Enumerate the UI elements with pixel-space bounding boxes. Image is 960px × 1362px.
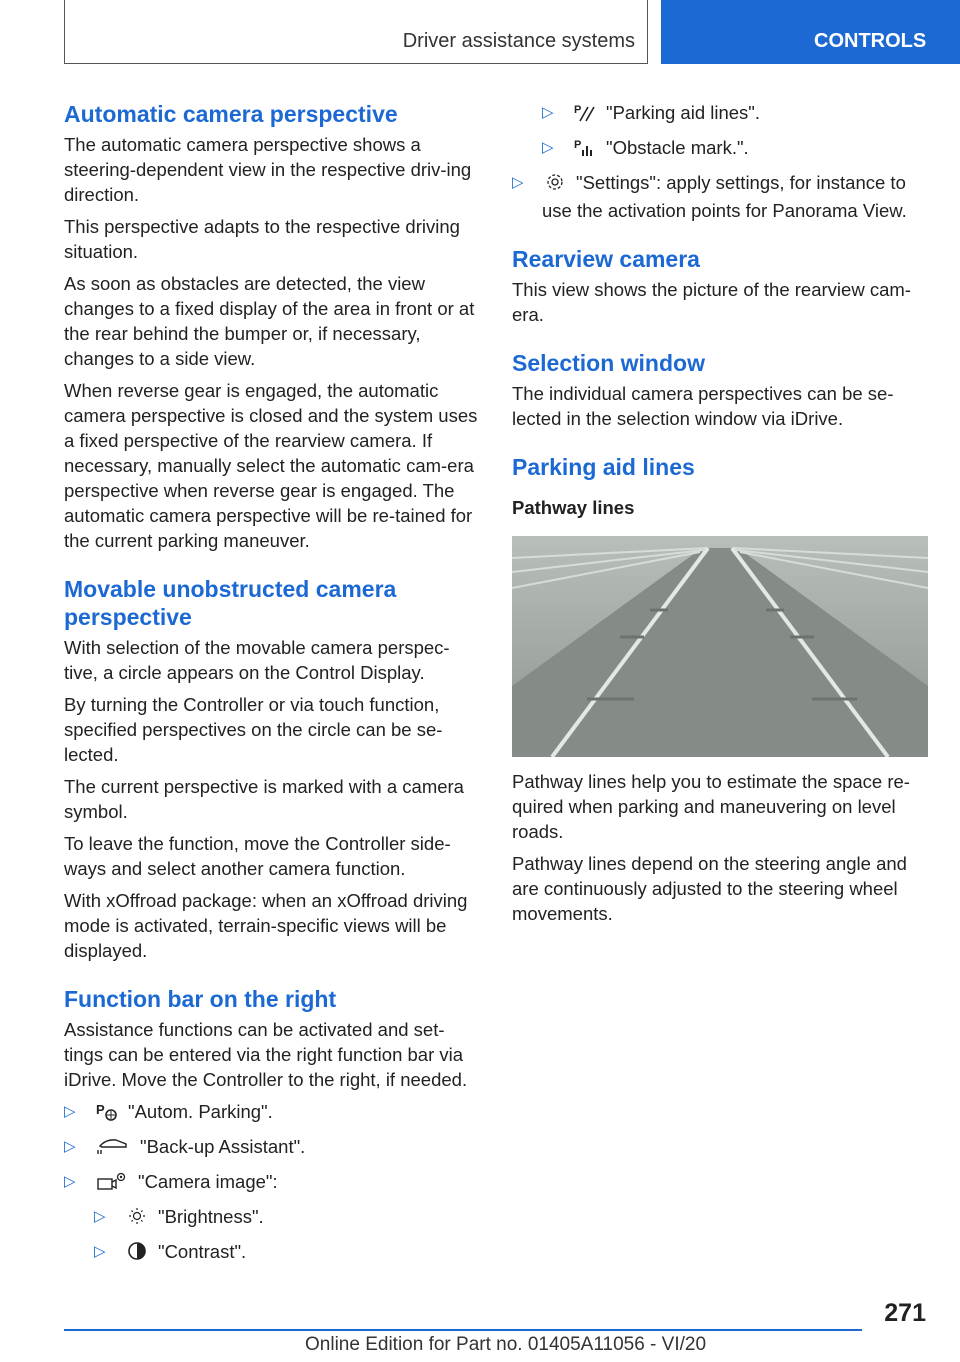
left-column <box>64 100 482 1274</box>
list-item <box>94 1204 482 1232</box>
paragraph: The current perspective is marked with a camera symbol. <box>64 776 464 822</box>
item-label: "Obstacle mark.". <box>606 137 749 158</box>
list-item <box>94 1239 482 1267</box>
header-section-box <box>64 0 648 64</box>
page-number: 271 <box>884 1299 926 1327</box>
heading-selection-window: Selection window <box>512 350 705 376</box>
list-item <box>64 1169 482 1267</box>
paragraph: Assistance functions can be activated and set-tings can be entered via the right function bar via iDrive. Move the Controller to the right, if needed. <box>64 1019 468 1090</box>
bullet-triangle-icon: ▷ <box>94 1208 106 1225</box>
svg-text:P: P <box>96 1102 105 1117</box>
camera-settings-icon <box>96 1171 128 1197</box>
contrast-icon <box>126 1241 148 1267</box>
parking-assistant-icon <box>96 1101 118 1127</box>
settings-gear-icon <box>544 172 566 198</box>
list-item <box>512 170 928 223</box>
paragraph: With selection of the movable camera perspec-tive, a circle appears on the Control Display. <box>64 637 450 683</box>
subheading-pathway-lines: Pathway lines <box>512 497 635 518</box>
right-column <box>512 100 928 933</box>
paragraph: To leave the function, move the Controller side-ways and select another camera function. <box>64 833 451 879</box>
bullet-triangle-icon: ▷ <box>94 1243 106 1260</box>
back-up-assistant-icon <box>96 1136 130 1162</box>
paragraph: Pathway lines help you to estimate the space re-quired when parking and maneuvering on level roads. <box>512 771 910 842</box>
section-title: Driver assistance systems <box>402 30 635 52</box>
item-label: "Settings": apply settings, for instance to use the activation points for Panorama View. <box>542 172 907 221</box>
item-label: "Autom. Parking". <box>128 1101 273 1122</box>
list-item <box>542 135 928 163</box>
heading-movable-camera: Movable unobstructed camera perspective <box>64 576 397 630</box>
item-label: "Parking aid lines". <box>606 102 761 123</box>
bullet-triangle-icon: ▷ <box>64 1138 76 1155</box>
list-item <box>64 1134 482 1162</box>
paragraph: By turning the Controller or via touch function, specified perspectives on the circle can be se-lected. <box>64 694 443 765</box>
chapter-tab-label: CONTROLS <box>814 30 927 52</box>
paragraph: This perspective adapts to the respective driving situation. <box>64 216 460 262</box>
bullet-triangle-icon: ▷ <box>542 139 554 156</box>
bullet-triangle-icon: ▷ <box>64 1173 76 1190</box>
camera-image-sublist-continued <box>542 100 928 163</box>
chapter-tab <box>661 0 960 64</box>
footer-divider <box>64 1329 862 1331</box>
pathway-lines-photo <box>512 536 928 757</box>
bullet-triangle-icon: ▷ <box>512 174 524 191</box>
svg-text:P: P <box>574 104 582 116</box>
list-item <box>542 100 928 128</box>
paragraph: As soon as obstacles are detected, the view changes to a fixed display of the area in front or at the rear behind the bumper or, if necessary, changes to a side view. <box>64 273 475 369</box>
function-bar-list-continued <box>512 170 928 223</box>
item-label: "Back-up Assistant". <box>140 1136 306 1157</box>
obstacle-mark-icon <box>574 137 596 163</box>
edition-footer: Online Edition for Part no. 01405A11056 - VI/20 <box>305 1334 707 1355</box>
function-bar-list <box>64 1099 482 1267</box>
heading-parking-aid-lines: Parking aid lines <box>512 454 695 480</box>
paragraph: Pathway lines depend on the steering angle and are continuously adjusted to the steering wheel movements. <box>512 853 907 924</box>
item-label: "Contrast". <box>158 1241 247 1262</box>
page-header <box>0 0 960 66</box>
camera-image-sublist <box>94 1204 482 1267</box>
svg-text:P: P <box>574 139 582 151</box>
paragraph: When reverse gear is engaged, the automatic camera perspective is closed and the system uses a fixed perspective of the rearview camera. If necessary, manually select the automatic cam-era perspective when reverse gear is engaged. The automatic camera perspective will be re-tained for the current parking maneuver. <box>64 380 478 551</box>
bullet-triangle-icon: ▷ <box>64 1103 76 1120</box>
brightness-icon <box>126 1206 148 1232</box>
item-label: "Camera image": <box>138 1171 278 1192</box>
list-item <box>64 1099 482 1127</box>
parking-lines-icon <box>574 102 596 128</box>
paragraph: The individual camera perspectives can be se-lected in the selection window via iDrive. <box>512 383 894 429</box>
heading-function-bar: Function bar on the right <box>64 986 337 1012</box>
paragraph: This view shows the picture of the rearview cam-era. <box>512 279 911 325</box>
heading-rearview-camera: Rearview camera <box>512 246 700 272</box>
bullet-triangle-icon: ▷ <box>542 104 554 121</box>
item-label: "Brightness". <box>158 1206 264 1227</box>
paragraph: With xOffroad package: when an xOffroad driving mode is activated, terrain-specific views will be displayed. <box>64 890 468 961</box>
paragraph: The automatic camera perspective shows a steering-dependent view in the respective driv-ing direction. <box>64 134 472 205</box>
heading-automatic-camera: Automatic camera perspective <box>64 101 398 127</box>
